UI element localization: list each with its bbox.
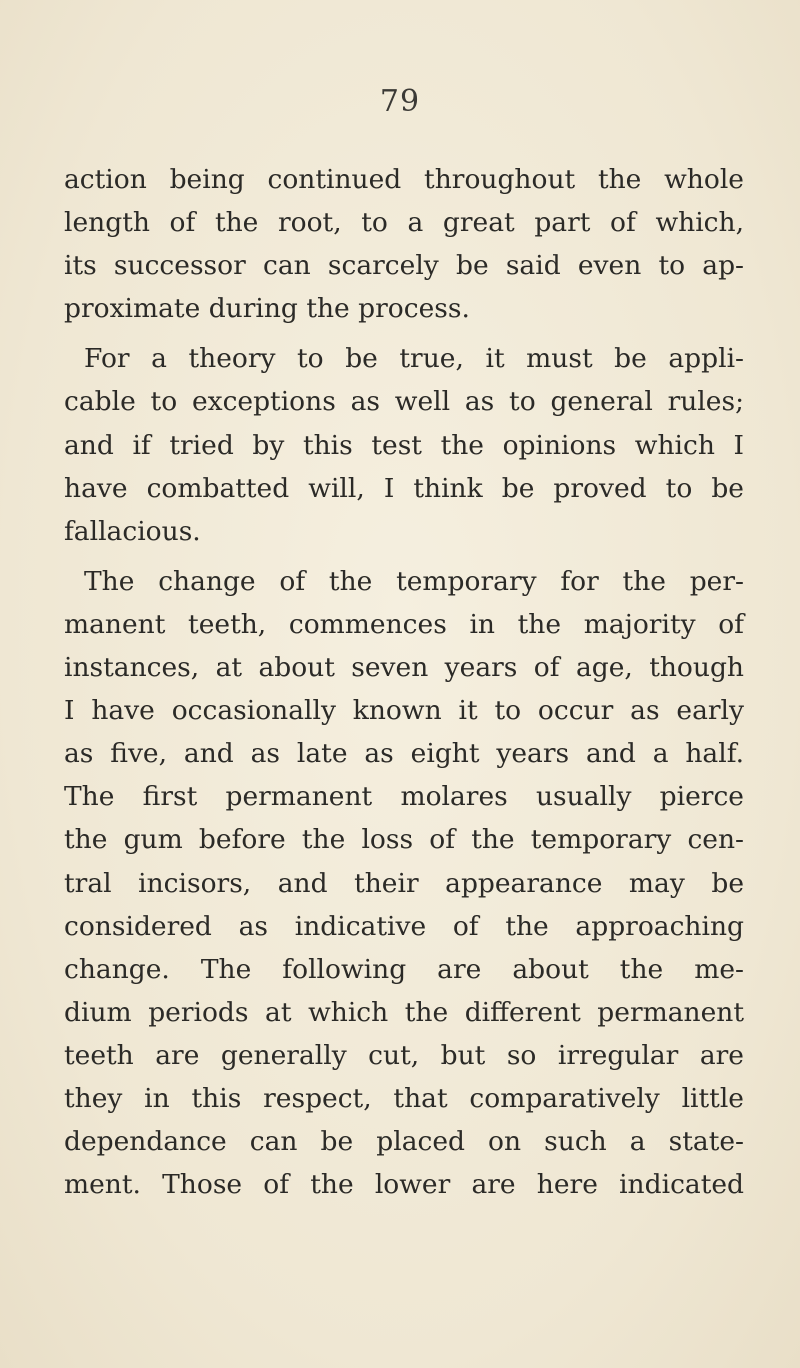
text-line: length of the root, to a great part of which, xyxy=(64,207,744,239)
page-number: 79 xyxy=(379,84,421,119)
text-line: tral incisors, and their appearance may be xyxy=(64,867,744,899)
text-line: teeth are generally cut, but so irregular are xyxy=(64,1039,744,1071)
text-line: they in this respect, that comparatively little xyxy=(64,1082,744,1114)
text-line: action being continued throughout the whole xyxy=(64,164,744,195)
text-line: considered as indicative of the approaching xyxy=(64,910,744,942)
text-line: The first permanent molares usually pierce xyxy=(64,781,744,813)
body-text xyxy=(64,158,744,1206)
paragraph-2 xyxy=(64,337,744,552)
text-line: dependance can be placed on such a state- xyxy=(64,1126,744,1158)
text-line: ment. Those of the lower are here indicated xyxy=(64,1169,744,1201)
paragraph-spacer xyxy=(64,330,744,337)
text-line: its successor can scarcely be said even to ap- xyxy=(64,250,744,282)
text-line: dium periods at which the different permanent xyxy=(64,996,744,1028)
text-line: fallacious. xyxy=(64,515,201,547)
text-line: The change of the temporary for the per- xyxy=(84,565,744,597)
text-line: cable to exceptions as well as to general rules; xyxy=(64,386,744,418)
text-line: and if tried by this test the opinions which I xyxy=(64,429,744,461)
paragraph-spacer xyxy=(64,553,744,560)
text-line: have combatted will, I think be proved to be xyxy=(64,472,744,504)
text-line: change. The following are about the me- xyxy=(64,953,744,985)
paragraph-1 xyxy=(64,158,744,330)
paragraph-3 xyxy=(64,560,744,1206)
text-line: For a theory to be true, it must be appli- xyxy=(84,343,744,375)
text-line: instances, at about seven years of age, though xyxy=(64,652,744,684)
text-line: proximate during the process. xyxy=(64,293,470,325)
text-line: manent teeth, commences in the majority of xyxy=(64,608,744,640)
text-line: the gum before the loss of the temporary cen- xyxy=(64,824,744,856)
text-line: as five, and as late as eight years and a half. xyxy=(64,738,744,770)
text-line: I have occasionally known it to occur as early xyxy=(64,695,744,727)
